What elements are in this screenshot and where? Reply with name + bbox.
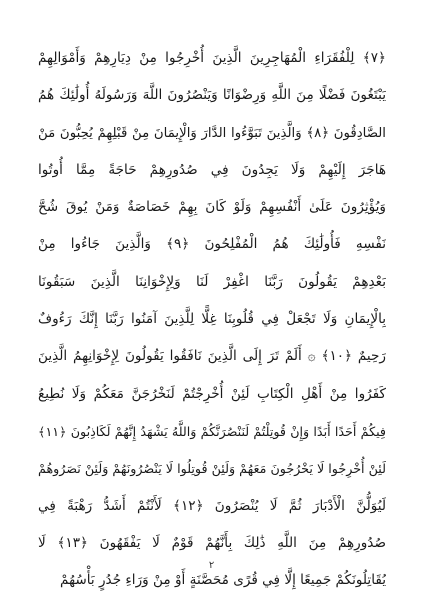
text-line-7: بَعْدِهِمْ يَقُولُونَ رَبَّنَا اغْفِرْ لَنَا وَلِإِخْوَانِنَا الَّذِينَ سَبَقُونَا xyxy=(38,273,386,290)
text-line-3: الصَّادِقُونَ ﴿٨﴾ وَالَّذِينَ تَبَوَّءُوا الدَّارَ وَالْإِيمَانَ مِنْ قَبْلِهِمْ يُحِبُّونَ مَنْ xyxy=(38,125,386,141)
text-line-12: لَئِنْ أُخْرِجُوا لَا يَخْرُجُونَ مَعَهُمْ وَلَئِنْ قُوتِلُوا لَا يَنْصُرُونَهُمْ وَلَئِنْ نَصَرُوهُمْ xyxy=(38,461,386,477)
text-line-11: فِيكُمْ أَحَدًا أَبَدًا وَإِنْ قُوتِلْتُمْ لَنَنْصُرَنَّكُمْ وَاللَّهُ يَشْهَدُ إِنَّهُمْ لَكَاذِبُونَ ﴿١١﴾ xyxy=(38,423,386,439)
text-line-6: نَفْسِهِ فَأُولَٰئِكَ هُمُ الْمُفْلِحُونَ ﴿٩﴾ وَالَّذِينَ جَاءُوا مِنْ xyxy=(38,236,386,253)
text-line-8: بِالْإِيمَانِ وَلَا تَجْعَلْ فِي قُلُوبِنَا غِلًّا لِلَّذِينَ آمَنُوا رَبَّنَا إِنَّكَ رَءُوفٌ xyxy=(38,311,386,328)
text-line-2: يَبْتَغُونَ فَضْلًا مِنَ اللَّهِ وَرِضْوَانًا وَيَنْصُرُونَ اللَّهَ وَرَسُولَهُ أُولَٰئِكَ هُمُ xyxy=(38,87,386,104)
page-number: ٢ xyxy=(208,560,215,571)
quran-text-block xyxy=(38,40,386,598)
text-line-4: هَاجَرَ إِلَيْهِمْ وَلَا يَجِدُونَ فِي صُدُورِهِمْ حَاجَةً مِمَّا أُوتُوا xyxy=(38,161,386,178)
text-line-9: رَحِيمٌ ﴿١٠﴾ ۞ أَلَمْ تَرَ إِلَى الَّذِينَ نَافَقُوا يَقُولُونَ لِإِخْوَانِهِمُ الَّذِينَ xyxy=(38,348,386,365)
text-line-1: ﴿٧﴾ لِلْفُقَرَاءِ الْمُهَاجِرِينَ الَّذِينَ أُخْرِجُوا مِنْ دِيَارِهِمْ وَأَمْوَالِهِمْ xyxy=(38,50,386,66)
text-line-13: لَيُوَلُّنَّ الْأَدْبَارَ ثُمَّ لَا يُنْصَرُونَ ﴿١٢﴾ لَأَنْتُمْ أَشَدُّ رَهْبَةً فِي xyxy=(38,497,386,514)
text-line-5: وَيُؤْثِرُونَ عَلَىٰ أَنْفُسِهِمْ وَلَوْ كَانَ بِهِمْ خَصَاصَةٌ وَمَنْ يُوقَ شُحَّ xyxy=(38,199,386,216)
text-line-10: كَفَرُوا مِنْ أَهْلِ الْكِتَابِ لَئِنْ أُخْرِجْتُمْ لَنَخْرُجَنَّ مَعَكُمْ وَلَا نُطِيعُ xyxy=(38,385,386,402)
text-line-14: صُدُورِهِمْ مِنَ اللَّهِ ذَٰلِكَ بِأَنَّهُمْ قَوْمٌ لَا يَفْقَهُونَ ﴿١٣﴾ لَا xyxy=(38,534,386,551)
text-line-15: يُقَاتِلُونَكُمْ جَمِيعًا إِلَّا فِي قُرًى مُحَصَّنَةٍ أَوْ مِنْ وَرَاءِ جُدُرٍ بَأْسُهُمْ xyxy=(60,572,386,589)
